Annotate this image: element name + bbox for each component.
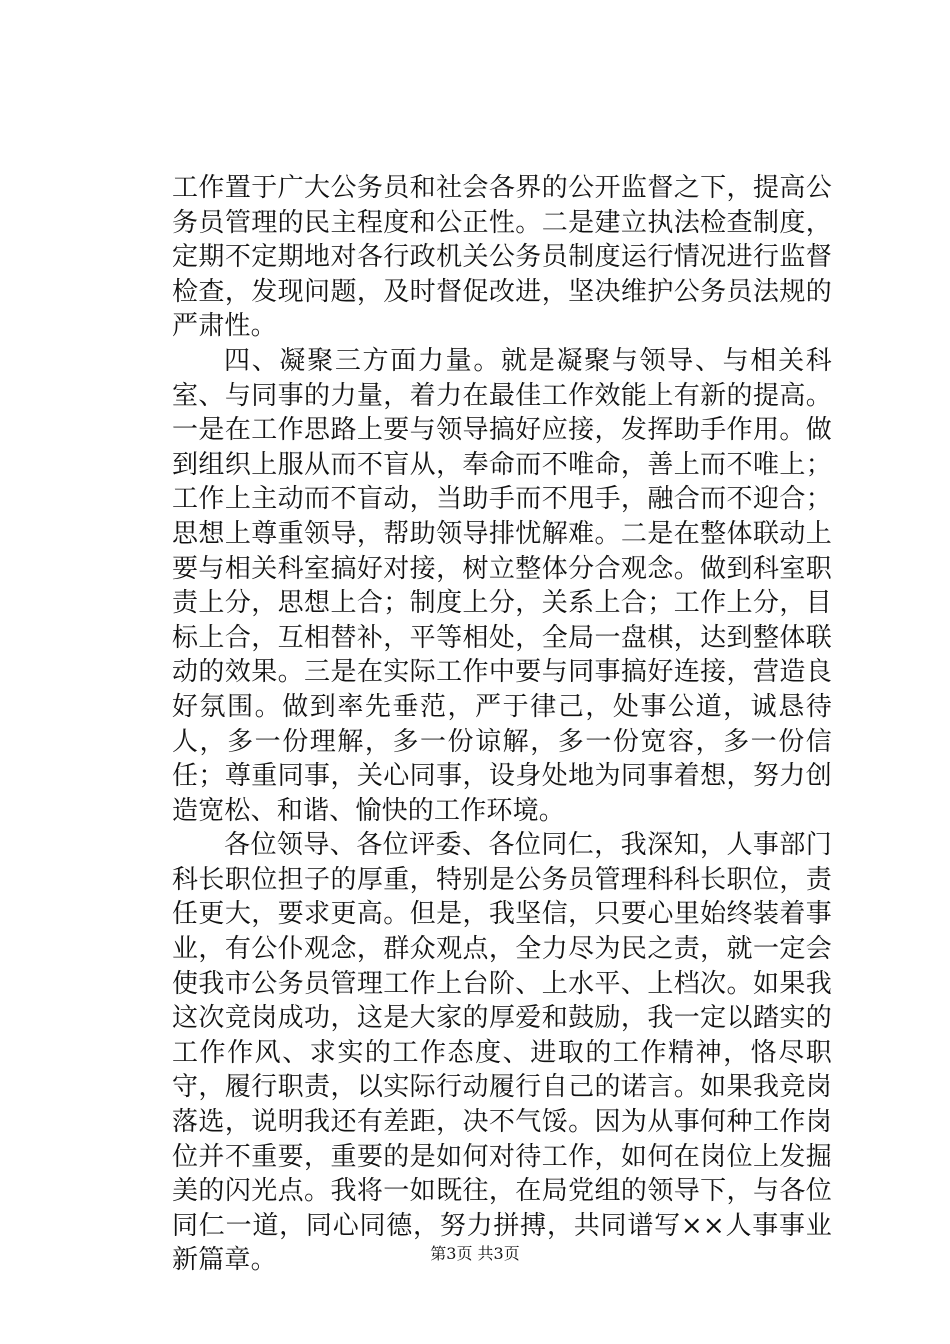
paragraph-continued: 工作置于广大公务员和社会各界的公开监督之下，提高公务员管理的民主程度和公正性。二是建立执法检查制度，定期不定期地对各行政机关公务员制度运行情况进行监督检查，发现问题，及时督促改进，坚决维护公务员法规的严肃性。 <box>172 173 832 342</box>
paragraph-closing: 各位领导、各位评委、各位同仁，我深知，人事部门科长职位担子的厚重，特别是公务员管理科科长职位，责任更大，要求更高。但是，我坚信，只要心里始终装着事业，有公仆观念，群众观点，全力尽为民之责，就一定会使我市公务员管理工作上台阶、上水平、上档次。如果我这次竞岗成功，这是大家的厚爱和鼓励，我一定以踏实的工作作风、求实的工作态度、进取的工作精神，恪尽职守，履行职责，以实际行动履行自己的诺言。如果我竞岗落选，说明我还有差距，决不气馁。因为从事何种工作岗位并不重要，重要的是如何对待工作，如何在岗位上发掘美的闪光点。我将一如既往，在局党组的领导下，与各位同仁一道，同心同德，努力拼搏，共同谱写××人事事业新篇章。 <box>172 830 832 1276</box>
paragraph-section-four: 四、凝聚三方面力量。就是凝聚与领导、与相关科室、与同事的力量，着力在最佳工作效能上有新的提高。一是在工作思路上要与领导搞好应接，发挥助手作用。做到组织上服从而不盲从，奉命而不唯命，善上而不唯上；工作上主动而不盲动，当助手而不甩手，融合而不迎合；思想上尊重领导，帮助领导排忧解难。二是在整体联动上要与相关科室搞好对接，树立整体分合观念。做到科室职责上分，思想上合；制度上分，关系上合；工作上分，目标上合，互相替补，平等相处，全局一盘棋，达到整体联动的效果。三是在实际工作中要与同事搞好连接，营造良好氛围。做到率先垂范，严于律己，处事公道，诚恳待人，多一份理解，多一份谅解，多一份宽容，多一份信任；尊重同事，关心同事，设身处地为同事着想，努力创造宽松、和谐、愉快的工作环境。 <box>172 345 832 826</box>
document-body <box>172 171 832 1278</box>
page-footer: 第3页 共3页 <box>430 1244 520 1263</box>
